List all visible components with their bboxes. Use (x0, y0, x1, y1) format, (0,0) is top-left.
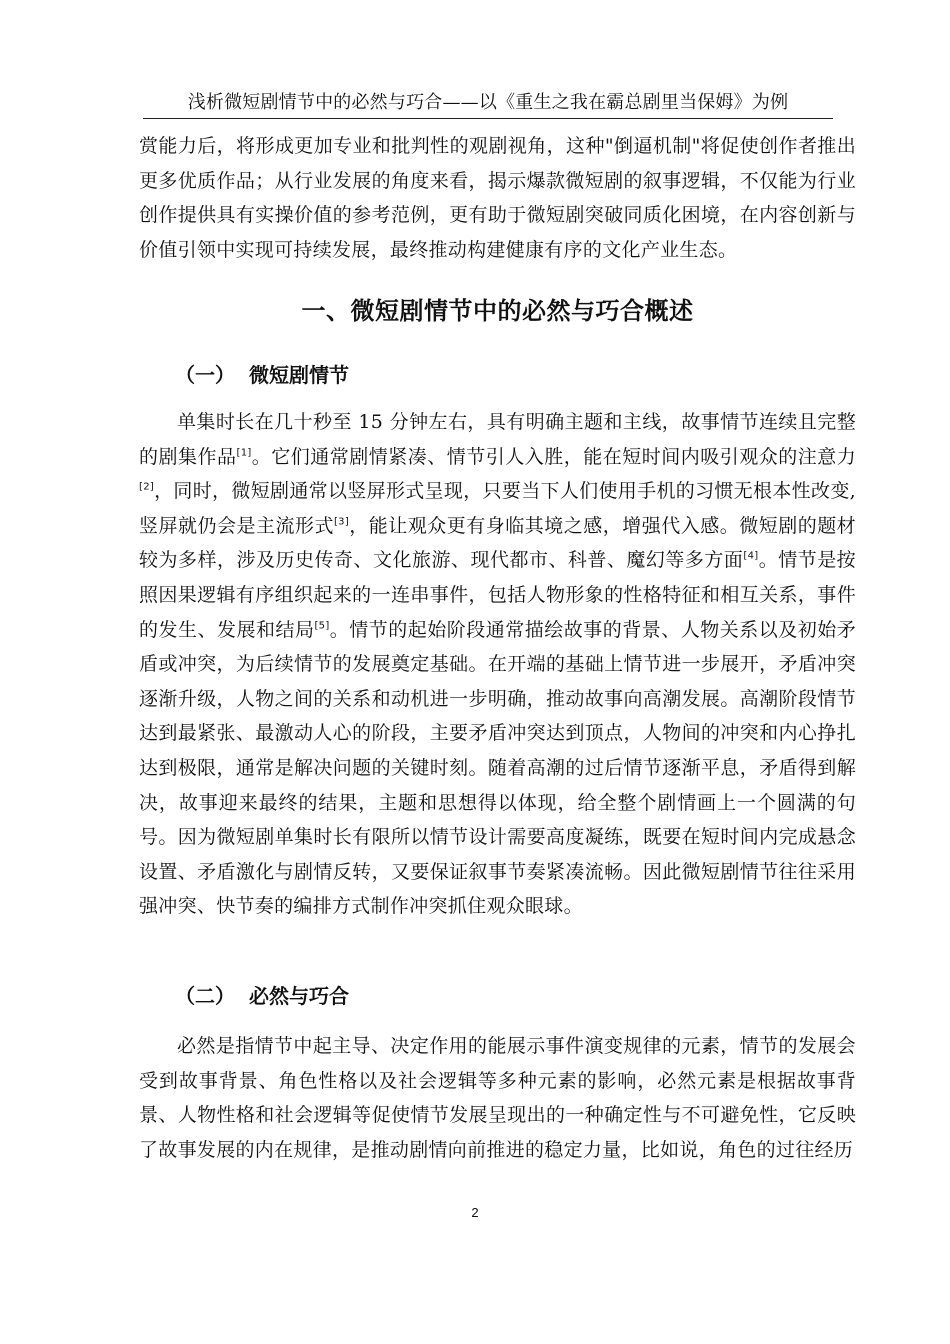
subsection-number: （二） (175, 984, 235, 1008)
citation-1: [1] (236, 447, 252, 459)
running-header: 浅析微短剧情节中的必然与巧合——以《重生之我在霸总剧里当保姆》为例 (143, 90, 833, 119)
text-segment: ，能让观众更有身临其境之感，增强代入感。微短剧的题材较为多样，涉及历史传奇、文化旅游、现代都市、科普、魔幻等多方面 (139, 514, 856, 572)
text-segment: 。情节的起始阶段通常描绘故事的背景、人物关系以及初始矛盾或冲突，为后续情节的发展奠定基础。在开端的基础上情节进一步展开，矛盾冲突逐渐升级，人物之间的关系和动机进一步明确，推动故事向高潮发展。高潮阶段情节达到最紧张、最激动人心的阶段，主要矛盾冲突达到顶点，人物间的冲突和内心挣扎达到极限，通常是解决问题的关键时刻。随着高潮的过后情节逐渐平息，矛盾得到解决，故事迎来最终的结果，主题和思想得以体现，给全整个剧情画上一个圆满的句号。因为微短剧单集时长有限所以情节设计需要高度凝练，既要在短时间内完成悬念设置、矛盾激化与剧情反转，又要保证叙事节奏紧凑流畅。因此微短剧情节往往采用强冲突、快节奏的编排方式制作冲突抓住观众眼球。 (139, 618, 856, 918)
intro-paragraph: 赏能力后，将形成更加专业和批判性的观剧视角，这种"倒逼机制"将促使创作者推出更多优质作品；从行业发展的角度来看，揭示爆款微短剧的叙事逻辑，不仅能为行业创作提供具有实操价值的参考范例，更有助于微短剧突破同质化困境，在内容创新与价值引领中实现可持续发展，最终推动构建健康有序的文化产业生态。 (139, 135, 856, 261)
text-segment: ，同时，微短剧通常以竖屏形式呈现，只要当下人们使用手机的习惯无根本性改变,竖屏就仍会是主流形式 (139, 480, 856, 537)
subsection-heading-1 (175, 361, 349, 389)
citation-4: [4] (743, 551, 759, 563)
body-paragraph-1 (139, 405, 856, 924)
text-segment: 。情节是按照因果逻辑有序组织起来的一连串事件，包括人物形象的性格特征和相互关系，事件的发生、发展和结局 (139, 549, 856, 641)
text-segment: 单集时长在几十秒至 15 分钟左右，具有明确主题和主线，故事情节连续且完整的剧集作品 (139, 411, 856, 468)
subsection-title: 必然与巧合 (249, 984, 349, 1008)
subsection-heading-2 (175, 982, 349, 1010)
page-number: 2 (471, 1205, 479, 1220)
section-heading: 一、微短剧情节中的必然与巧合概述 (301, 297, 694, 325)
citation-3: [3] (333, 516, 350, 528)
text-segment: 。它们通常剧情紧凑、情节引人入胜，能在短时间内吸引观众的注意力 (251, 445, 856, 468)
citation-5: [5] (314, 620, 330, 632)
citation-2: [2] (139, 481, 155, 493)
subsection-title: 微短剧情节 (249, 363, 349, 387)
body-paragraph-2: 必然是指情节中起主导、决定作用的能展示事件演变规律的元素，情节的发展会受到故事背景、角色性格以及社会逻辑等多种元素的影响，必然元素是根据故事背景、人物性格和社会逻辑等促使情节发展呈现出的一种确定性与不可避免性，它反映了故事发展的内在规律，是推动剧情向前推进的稳定力量，比如说，角色的过往经历 (139, 1035, 856, 1161)
subsection-number: （一） (175, 363, 235, 387)
